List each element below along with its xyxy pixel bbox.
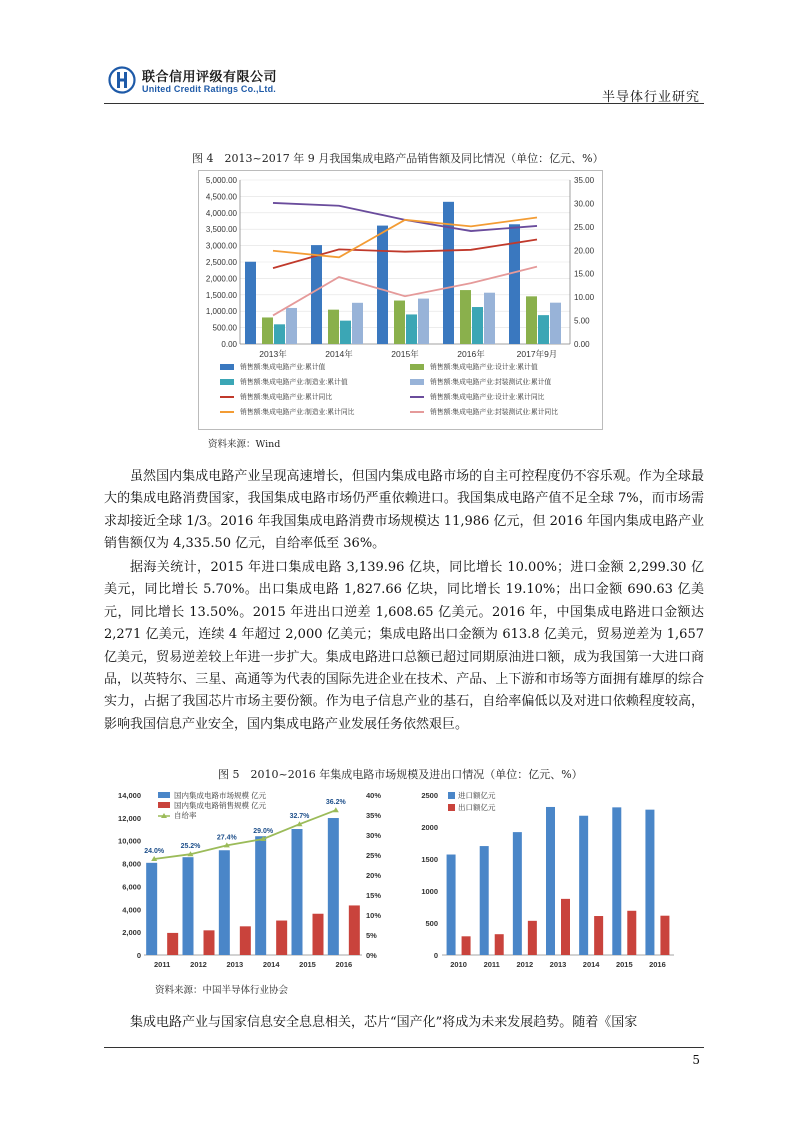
left-tick-label: 3,500.00 xyxy=(205,225,237,235)
figure4-caption: 图 4 2013~2017 年 9 月我国集成电路产品销售额及同比情况（单位：亿元、%） xyxy=(192,152,604,165)
x-tick-label: 2015 xyxy=(615,960,633,969)
bar xyxy=(513,832,522,955)
bar xyxy=(340,321,351,344)
figure5-trade-chart xyxy=(412,783,682,978)
bar xyxy=(406,314,417,344)
bar xyxy=(550,303,561,344)
legend-label: 国内集成电路市场规模 亿元 xyxy=(174,791,267,800)
x-tick-label: 2013年 xyxy=(259,349,287,359)
data-label: 25.2% xyxy=(180,843,201,851)
right-tick-label: 20.00 xyxy=(574,246,595,256)
legend-label: 销售额:集成电路产业:累计同比 xyxy=(240,394,333,401)
legend-swatch xyxy=(220,364,234,370)
bar xyxy=(546,807,555,955)
legend-label: 出口额亿元 xyxy=(458,803,496,812)
bar xyxy=(349,905,360,955)
bar xyxy=(328,310,339,344)
left-tick-label: 2000 xyxy=(421,823,438,832)
right-tick-label: 35.00 xyxy=(574,176,595,185)
x-tick-label: 2016 xyxy=(335,960,353,969)
page-number: 5 xyxy=(692,1053,700,1067)
data-label: 32.7% xyxy=(289,813,310,821)
legend-label: 销售额:集成电路产业:制造业:累计值 xyxy=(240,379,348,386)
left-tick-label: 14,000 xyxy=(118,791,141,800)
x-tick-label: 2011 xyxy=(154,960,171,969)
legend-label: 销售额:集成电路产业:累计值 xyxy=(240,364,326,371)
right-tick-label: 0.00 xyxy=(574,340,590,349)
left-tick-label: 8,000 xyxy=(122,859,141,869)
bar xyxy=(167,933,178,955)
left-tick-label: 1000 xyxy=(421,887,438,896)
bar xyxy=(418,299,429,344)
legend-label: 销售额:集成电路产业:制造业:累计同比 xyxy=(240,409,355,416)
bar xyxy=(484,293,495,344)
bar xyxy=(462,936,471,955)
legend-label: 进口额亿元 xyxy=(458,791,496,800)
legend-label: 销售额:集成电路产业:设计业:累计同比 xyxy=(430,394,545,401)
bar xyxy=(146,863,157,955)
left-tick-label: 3,000.00 xyxy=(205,241,237,251)
x-tick-label: 2016年 xyxy=(457,349,485,359)
right-tick-label: 15% xyxy=(366,891,382,900)
paragraph-2: 据海关统计，2015 年进口集成电路 3,139.96 亿块，同比增长 10.00%；进口金额 2,299.30 亿美元，同比增长 5.70%。出口集成电路 1,827.66 亿块，同比增长 19.10%；出口金额 690.63 亿美元，同比增长 13.50%。2015 年进出口逆差 1,608.65 亿美元。2016 年，中国集成电路进口金额达 2,271 亿美元，连续 4 年超过 2,000 亿美元；集成电路出口金额为 613.8 亿美元，贸易逆差为 1,657 亿美元，贸易逆差较上年进一步扩大。集成电路进口总额已超过同期原油进口额，成为我国第一大进口商品，以英特尔、三星、高通等为代表的国际先进企业在技术、产品、上下游和市场等方面拥有雄厚的综合实力，占据了我国芯片市场主要份额。作为电子信息产业的基石，自给率偏低以及对进口依赖程度较高，影响我国信息产业安全，国内集成电路产业发展任务依然艰巨。 xyxy=(104,560,704,732)
left-tick-label: 500 xyxy=(425,919,438,928)
left-tick-label: 4,000.00 xyxy=(205,208,237,218)
x-tick-label: 2012 xyxy=(190,960,207,969)
x-tick-label: 2017年9月 xyxy=(516,349,558,359)
bar xyxy=(447,855,456,955)
bar xyxy=(240,926,251,955)
left-tick-label: 1500 xyxy=(421,855,438,864)
legend-label: 自给率 xyxy=(174,811,197,820)
legend-swatch xyxy=(448,792,455,799)
right-tick-label: 25.00 xyxy=(574,222,595,232)
header-rule xyxy=(104,103,704,104)
bar xyxy=(579,816,588,955)
right-tick-label: 15.00 xyxy=(574,269,595,279)
bar xyxy=(561,899,570,955)
left-tick-label: 6,000 xyxy=(122,882,141,892)
right-tick-label: 20% xyxy=(366,871,382,880)
data-label: 24.0% xyxy=(144,848,165,855)
company-logo xyxy=(108,66,136,94)
bar xyxy=(538,315,549,344)
right-tick-label: 5% xyxy=(366,931,377,940)
company-name-cn: 联合信用评级有限公司 xyxy=(142,70,278,85)
left-tick-label: 1,000.00 xyxy=(205,307,237,317)
left-tick-label: 0 xyxy=(433,951,438,960)
left-tick-label: 2500 xyxy=(421,791,438,800)
bar xyxy=(528,921,537,955)
legend-label: 销售额:集成电路产业:封装测试业:累计值 xyxy=(430,379,552,386)
legend-swatch xyxy=(158,792,170,798)
bar xyxy=(286,308,297,344)
bar xyxy=(480,846,489,955)
legend-label: 销售额:集成电路产业:设计业:累计值 xyxy=(430,364,538,371)
bar xyxy=(274,324,285,344)
left-tick-label: 12,000 xyxy=(118,813,141,823)
bar xyxy=(352,303,363,344)
x-tick-label: 2012 xyxy=(516,960,534,969)
right-tick-label: 30.00 xyxy=(574,199,595,209)
x-tick-label: 2013 xyxy=(549,960,567,969)
data-label: 36.2% xyxy=(325,799,346,807)
bar xyxy=(311,245,322,344)
bar xyxy=(183,857,194,955)
x-tick-label: 2014 xyxy=(262,960,280,969)
bar xyxy=(219,850,230,955)
bar xyxy=(612,807,621,955)
paragraph-3: 集成电路产业与国家信息安全息息相关，芯片“国产化”将成为未来发展趋势。随着《国家 xyxy=(130,1015,638,1030)
x-tick-label: 2014年 xyxy=(325,349,353,359)
bar xyxy=(276,921,287,955)
right-tick-label: 40% xyxy=(366,791,382,800)
paragraph-1: 虽然国内集成电路产业呈现高速增长，但国内集成电路市场的自主可控程度仍不容乐观。作为全球最大的集成电路消费国家，我国集成电路市场仍严重依赖进口。我国集成电路产值不足全球 7%，而市场需求却接近全球 1/3。2016 年我国集成电路消费市场规模达 11,986 亿元，但 2016 年国内集成电路产业销售额仅为 4,335.50 亿元，自给率低至 36%。 xyxy=(104,469,704,552)
left-tick-label: 2,000.00 xyxy=(205,274,237,284)
right-tick-label: 25% xyxy=(366,851,382,860)
bar xyxy=(460,290,471,344)
left-tick-label: 0 xyxy=(136,951,141,960)
x-tick-label: 2011 xyxy=(483,960,500,969)
figure4-chart xyxy=(198,170,603,430)
x-tick-label: 2014 xyxy=(582,960,600,969)
bar xyxy=(377,226,388,344)
left-tick-label: 5,000.00 xyxy=(205,176,237,185)
company-name-en: United Credit Ratings Co.,Ltd. xyxy=(142,84,276,94)
bar xyxy=(245,262,256,344)
right-tick-label: 10.00 xyxy=(574,293,595,303)
figure5-source: 资料来源：中国半导体行业协会 xyxy=(155,985,289,996)
bar xyxy=(204,930,215,955)
bar xyxy=(328,818,339,955)
bar xyxy=(594,916,603,955)
x-tick-label: 2013 xyxy=(226,960,244,969)
legend-swatch xyxy=(158,802,170,808)
legend-swatch xyxy=(410,379,424,385)
bar xyxy=(660,916,669,955)
bar xyxy=(627,911,636,955)
x-tick-label: 2016 xyxy=(649,960,666,969)
figure4-source: 资料来源：Wind xyxy=(208,439,281,450)
left-tick-label: 4,500.00 xyxy=(205,192,237,202)
right-tick-label: 0% xyxy=(366,951,377,960)
line-point xyxy=(333,807,339,812)
figure5-market-chart xyxy=(112,783,392,978)
right-tick-label: 35% xyxy=(366,811,382,820)
bar xyxy=(526,296,537,344)
data-label: 27.4% xyxy=(216,834,237,842)
left-tick-label: 10,000 xyxy=(118,836,141,846)
x-tick-label: 2015年 xyxy=(391,349,419,359)
bar xyxy=(495,934,504,955)
bar xyxy=(262,317,273,344)
right-tick-label: 30% xyxy=(366,831,382,840)
chart-frame xyxy=(199,171,603,430)
left-tick-label: 0.00 xyxy=(221,340,237,349)
section-title: 半导体行业研究 xyxy=(601,90,700,105)
legend-swatch xyxy=(220,379,234,385)
legend-swatch xyxy=(410,364,424,370)
right-tick-label: 10% xyxy=(366,911,382,920)
x-tick-label: 2010 xyxy=(450,960,467,969)
bar xyxy=(292,829,303,955)
bar xyxy=(472,307,483,344)
bar xyxy=(255,836,266,955)
figure5-caption: 图 5 2010~2016 年集成电路市场规模及进出口情况（单位：亿元、%） xyxy=(218,768,583,781)
legend-label: 国内集成电路销售规模 亿元 xyxy=(174,801,267,810)
left-tick-label: 2,500.00 xyxy=(205,258,237,267)
left-tick-label: 1,500.00 xyxy=(205,290,237,300)
bar xyxy=(645,810,654,955)
legend-swatch xyxy=(448,804,455,811)
data-label: 29.0% xyxy=(253,828,274,835)
left-tick-label: 4,000 xyxy=(122,905,141,915)
legend-label: 销售额:集成电路产业:封装测试业:累计同比 xyxy=(430,409,559,416)
footer-rule xyxy=(104,1047,704,1048)
right-tick-label: 5.00 xyxy=(574,316,590,326)
left-tick-label: 500.00 xyxy=(212,323,237,333)
x-tick-label: 2015 xyxy=(299,960,316,969)
left-tick-label: 2,000 xyxy=(122,928,141,938)
bar xyxy=(394,301,405,344)
bar xyxy=(313,914,324,955)
